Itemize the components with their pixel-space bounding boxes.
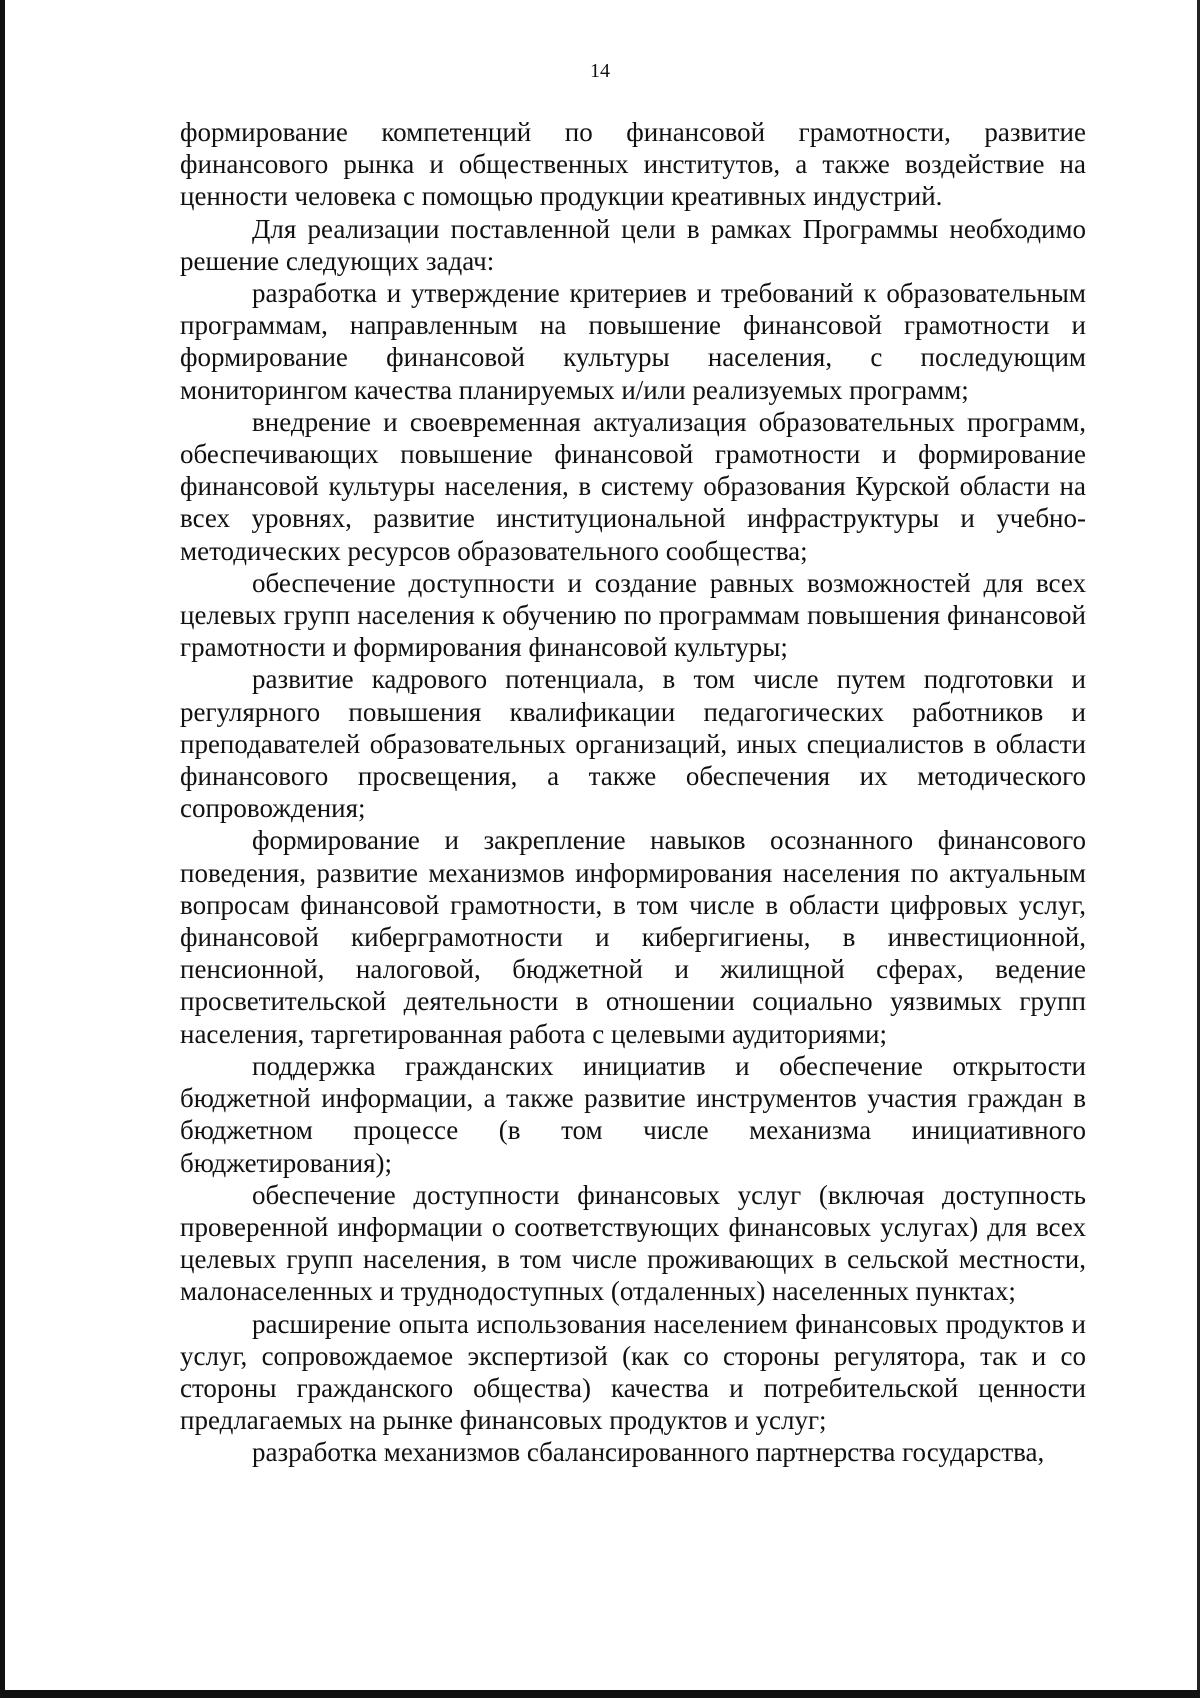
paragraph: разработка и утверждение критериев и требований к образовательным программам, направленным на повышение финансовой грамотности и формирование финансовой культуры населения, с последующим мониторингом качества планируемых и/или реализуемых программ; [180, 278, 1086, 405]
paragraph: формирование компетенций по финансовой грамотности, развитие финансового рынка и общественных институтов, а также воздействие на ценности человека с помощью продукции креативных индустрий. [180, 117, 1086, 212]
paragraph: формирование и закрепление навыков осознанного финансового поведения, развитие механизмов информирования населения по актуальным вопросам финансовой грамотности, в том числе в области цифровых услуг, финансовой киберграмотности и кибергигиены, в инвестиционной, пенсионной, налоговой, бюджетной и жилищной сферах, ведение просветительской деятельности в отношении социально уязвимых групп населения, таргетированная работа с целевыми аудиториями; [180, 825, 1086, 1049]
paragraph: разработка механизмов сбалансированного партнерства государства, [252, 1437, 1045, 1468]
paragraph: внедрение и своевременная актуализация образовательных программ, обеспечивающих повышение финансовой грамотности и формирование финансовой культуры населения, в систему образования Курской области на всех уровнях, развитие институциональной инфраструктуры и учебно-методических ресурсов образовательного сообщества; [180, 406, 1086, 566]
paragraph: развитие кадрового потенциала, в том числе путем подготовки и регулярного повышения квалификации педагогических работников и преподавателей образовательных организаций, иных специалистов в области финансового просвещения, а также обеспечения их методического сопровождения; [180, 664, 1086, 824]
scan-edge-bottom [0, 1690, 1200, 1698]
paragraph: Для реализации поставленной цели в рамках Программы необходимо решение следующих задач: [180, 213, 1086, 276]
page-number: 14 [590, 60, 610, 82]
scan-edge-left [0, 0, 5, 1698]
paragraph: обеспечение доступности финансовых услуг (включая доступность проверенной информации о соответствующих финансовых услугах) для всех целевых групп населения, в том числе проживающих в сельской местности, малонаселенных и труднодоступных (отдаленных) населенных пунктах; [180, 1179, 1086, 1307]
paragraph: обеспечение доступности и создание равных возможностей для всех целевых групп населения к обучению по программам повышения финансовой грамотности и формирования финансовой культуры; [180, 567, 1086, 663]
paragraph: расширение опыта использования населением финансовых продуктов и услуг, сопровождаемое экспертизой (как со стороны регулятора, так и со стороны гражданского общества) качества и потребительской ценности предлагаемых на рынке финансовых продуктов и услуг; [180, 1308, 1086, 1436]
document-body [180, 116, 1086, 1469]
paragraph: поддержка гражданских инициатив и обеспечение открытости бюджетной информации, а также развитие инструментов участия граждан в бюджетном процессе (в том числе механизма инициативного бюджетирования); [180, 1050, 1086, 1178]
